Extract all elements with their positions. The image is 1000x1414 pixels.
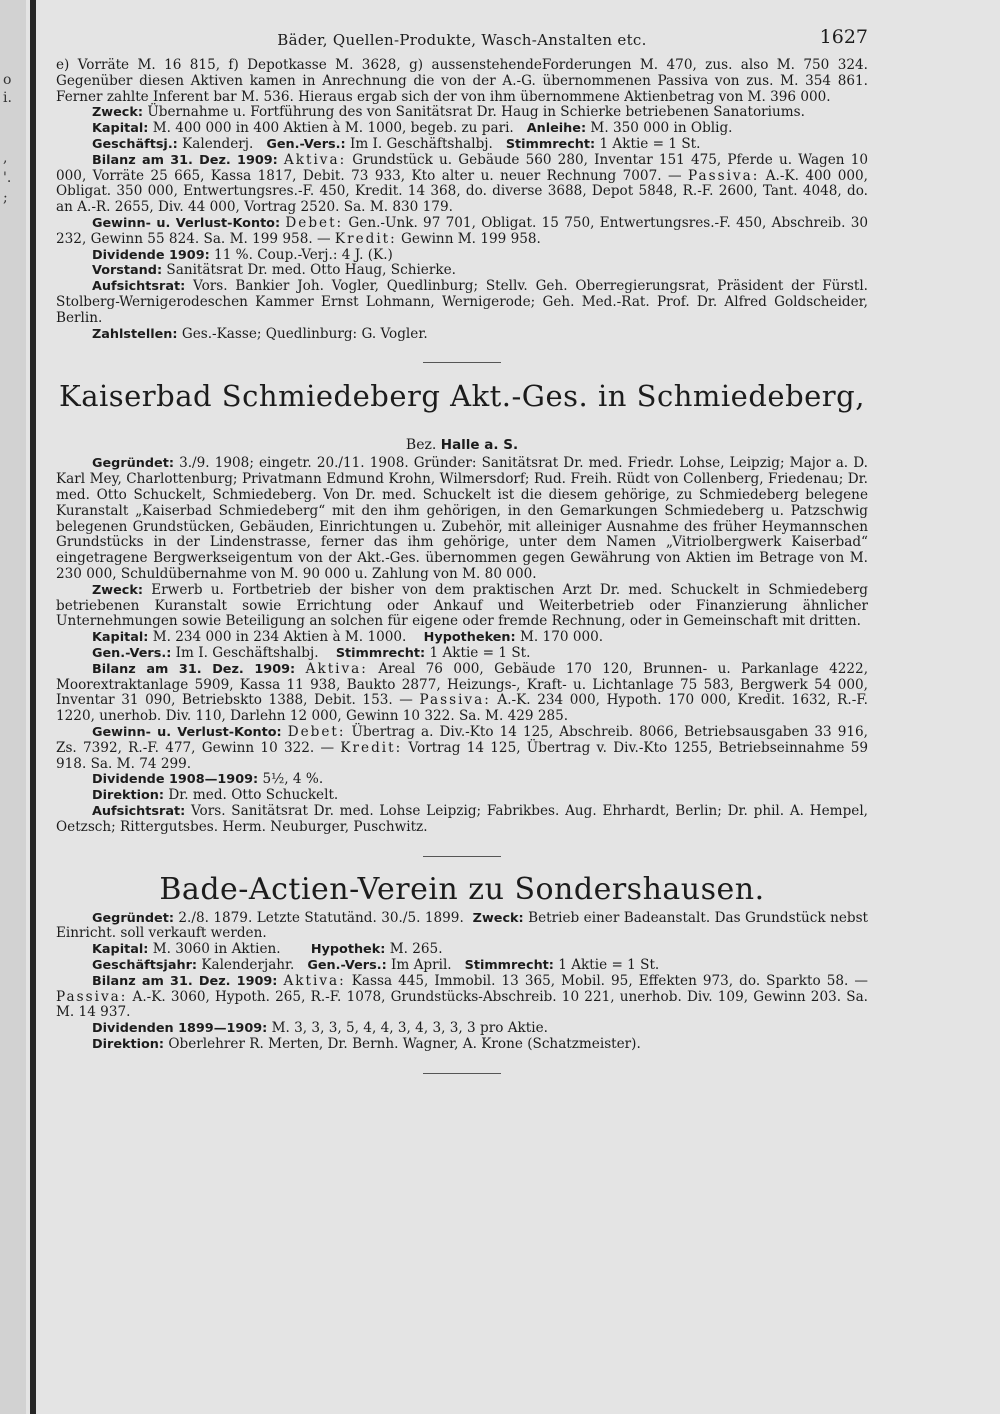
direktion-line: Direktion: Oberlehrer R. Merten, Dr. Bernh. Wagner, A. Krone (Schatzmeister). (92, 1035, 641, 1052)
section-divider (423, 856, 501, 857)
running-header (56, 28, 868, 58)
aufsichtsrat-paragraph: Aufsichtsrat: Vors. Bankier Joh. Vogler, Quedlinburg; Stellv. Geh. Oberregierungsrat, Präsident der Fürstl. Stolberg-Wernigerodeschen Kammer Ernst Lohmann, Wernigerode; Geh. Med.-Rat. Prof. Dr. Alfred Goldscheider, Berlin. (56, 278, 868, 326)
kapital-line: Kapital: M. 400 000 in 400 Aktien à M. 1000, begeb. zu pari. Anleihe: M. 350 000 in Oblig. (92, 120, 733, 137)
running-title: Bäder, Quellen-Produkte, Wasch-Anstalten etc. (277, 31, 647, 49)
aufsichtsrat-paragraph: Aufsichtsrat: Vors. Sanitätsrat Dr. med. Lohse Leipzig; Fabrikbes. Aug. Ehrhardt, Berlin; Dr. phil. A. Hempel, Oetzsch; Rittergutsbes. Herm. Neuburger, Puschwitz. (56, 802, 868, 835)
geschaeftsjahr-line: Geschäftsj.: Kalenderj. Gen.-Vers.: Im I. Geschäftshalbj. Stimmrecht: 1 Aktie = 1 St. (92, 135, 701, 152)
bilanz-paragraph: Bilanz am 31. Dez. 1909: Aktiva: Areal 76 000, Gebäude 170 120, Brunnen- u. Parkanlage 4222, Moorextraktanlage 5909, Kassa 11 938, Baukto 2877, Heizungs-, Kraft- u. Lichtanlage 75 583, Bergwerk 54 000, Inventar 31 090, Betriebskto 1388, Debit. 153. — Passiva: A.-K. 234 000, Hypoth. 170 000, Kredit. 1632, R.-F. 1220, unerhob. Div. 110, Darlehn 12 000, Gewinn 10 322. Sa. M. 429 285. (56, 660, 869, 725)
entry-sanatorium-continuation (56, 58, 868, 342)
margin-fragment: ; (3, 190, 8, 206)
dividenden-line: Dividenden 1899—1909: M. 3, 3, 3, 5, 4, 4, 3, 4, 3, 3, 3 pro Aktie. (92, 1020, 548, 1037)
genvers-line: Gen.-Vers.: Im I. Geschäftshalbj. Stimmrecht: 1 Aktie = 1 St. (92, 644, 531, 661)
geschaeftsjahr-line: Geschäftsjahr: Kalenderjahr. Gen.-Vers.: Im April. Stimmrecht: 1 Aktie = 1 St. (92, 956, 660, 973)
margin-fragment: '. (3, 170, 12, 186)
binding-gutter-line (30, 0, 36, 1414)
page-number: 1627 (819, 26, 868, 48)
company-title: Kaiserbad Schmiedeberg Akt.-Ges. in Schmiedeberg, (59, 379, 865, 414)
dividende-line: Dividende 1908—1909: 5½, 4 %. (92, 771, 324, 788)
entry-bade-actien-verein (56, 873, 868, 1053)
zweck-paragraph: Zweck: Erwerb u. Fortbetrieb der bisher von dem praktischen Arzt Dr. med. Schuckelt in Schmiedeberg betriebenen Kuranstalt sowie Errichtung oder Ankauf und Weiterbetrieb oder Finanzierung ähnlicher Unternehmungen sowie Beteiligung an solchen für eigene oder fremde Rechnung, oder in Gemeinschaft mit dritten. (56, 581, 868, 630)
company-title: Bade-Actien-Verein zu Sondershausen. (159, 871, 765, 907)
guv-paragraph: Gewinn- u. Verlust-Konto: Debet: Gen.-Unk. 97 701, Obligat. 15 750, Entwertungsres.-F. 450, Abschreib. 30 232, Gewinn 55 824. Sa. M. 199 958. — Kredit: Gewinn M. 199 958. (56, 214, 868, 247)
bilanz-paragraph: Bilanz am 31. Dez. 1909: Aktiva: Grundstück u. Gebäude 560 280, Inventar 151 475, Pferde u. Wagen 10 000, Vorräte 25 665, Kassa 1817, Debit. 73 933, Kto alter u. neuer Rechnung 7007. — Passiva: A.-K. 400 000, Obligat. 350 000, Entwertungsres.-F. 450, Kredit. 14 368, do. diverse 3688, Depot 5848, R.-F. 2600, Tant. 4048, do. an A.-R. 2655, Div. 44 000, Vortrag 2520. Sa. M. 830 179. (56, 151, 868, 216)
guv-paragraph: Gewinn- u. Verlust-Konto: Debet: Übertrag a. Div.-Kto 14 125, Abschreib. 8066, Betriebsausgaben 33 916, Zs. 7392, R.-F. 477, Gewinn 10 322. — Kredit: Vortrag 14 125, Übertrag v. Div.-Kto 1255, Betriebseinnahme 59 918. Sa. M. 74 299. (56, 723, 868, 772)
margin-fragment: i. (3, 90, 12, 106)
entry-kaiserbad-schmiedeberg (56, 379, 868, 835)
section-divider (423, 1073, 501, 1074)
district-line: Bez. Halle a. S. (405, 437, 519, 454)
dividende-line: Dividende 1909: 11 %. Coup.-Verj.: 4 J. (K.) (92, 246, 393, 263)
scan-left-margin (0, 0, 26, 1414)
zahlstellen-line: Zahlstellen: Ges.-Kasse; Quedlinburg: G. Vogler. (92, 325, 428, 342)
direktion-line: Direktion: Dr. med. Otto Schuckelt. (92, 787, 339, 804)
section-divider (423, 362, 501, 363)
gegruendet-paragraph: Gegründet: 2./8. 1879. Letzte Statutänd. 30./5. 1899. Zweck: Betrieb einer Badeanstalt. Das Grundstück nebst Einricht. soll verkauft werden. (56, 909, 869, 942)
contribution-paragraph: e) Vorräte M. 16 815, f) Depotkasse M. 3628, g) aussenstehendeForderungen M. 470, zus. also M. 750 324. Gegenüber diesen Aktiven kamen in Anrechnung die von der A.-G. übernommenen Passiva von zus. M. 354 861. Ferner zahlte Inferent bar M. 536. Hieraus ergab sich der von ihm übernommene Aktienbetrag von M. 396 000. (56, 57, 868, 105)
document-page (56, 28, 868, 1090)
zweck-line: Zweck: Übernahme u. Fortführung des von Sanitätsrat Dr. Haug in Schierke betriebenen Sanatoriums. (92, 104, 805, 121)
margin-fragment: , (3, 150, 8, 166)
kapital-line: Kapital: M. 234 000 in 234 Aktien à M. 1000. Hypotheken: M. 170 000. (92, 629, 604, 646)
margin-fragment: o (3, 72, 12, 88)
gegruendet-paragraph: Gegründet: 3./9. 1908; eingetr. 20./11. 1908. Gründer: Sanitätsrat Dr. med. Friedr. Lohse, Leipzig; Major a. D. Karl Mey, Charlottenburg; Privatmann Edmund Krohn, Wilmersdorf; Rud. Freih. Rüdt von Collenberg, Friedenau; Dr. med. Otto Schuckelt, Schmiedeberg. Von Dr. med. Schuckelt ist die diesem gehörige, zu Schmiedeberg belegene Kuranstalt „Kaiserbad Schmiedeberg“ mit den ihm gehörigen, in den Gemarkungen Schmiedeberg u. Patzschwig belegenen Grundstücken, Gebäuden, Einrichtungen u. Zubehör, mit alleiniger Ausnahme des früher Heymannschen Grundstücks in der Lindenstrasse, ferner das ihm gehörige, unter dem Namen „Vitriolbergwerk Kaiserbad“ eingetragene Bergwerkseigentum von der Akt.-Ges. übernommen gegen Gewährung von Aktien im Betrage von M. 230 000, Schuldübernahme von M. 90 000 u. Zahlung von M. 80 000. (56, 455, 868, 582)
kapital-line: Kapital: M. 3060 in Aktien. Hypothek: M. 265. (92, 941, 443, 958)
vorstand-line: Vorstand: Sanitätsrat Dr. med. Otto Haug, Schierke. (92, 262, 456, 279)
bilanz-paragraph: Bilanz am 31. Dez. 1909: Aktiva: Kassa 445, Immobil. 13 365, Mobil. 95, Effekten 973, do. Sparkto 58. — Passiva: A.-K. 3060, Hypoth. 265, R.-F. 1078, Grundstücks-Abschreib. 10 221, unerhob. Div. 109, Gewinn 203. Sa. M. 14 937. (56, 972, 868, 1021)
